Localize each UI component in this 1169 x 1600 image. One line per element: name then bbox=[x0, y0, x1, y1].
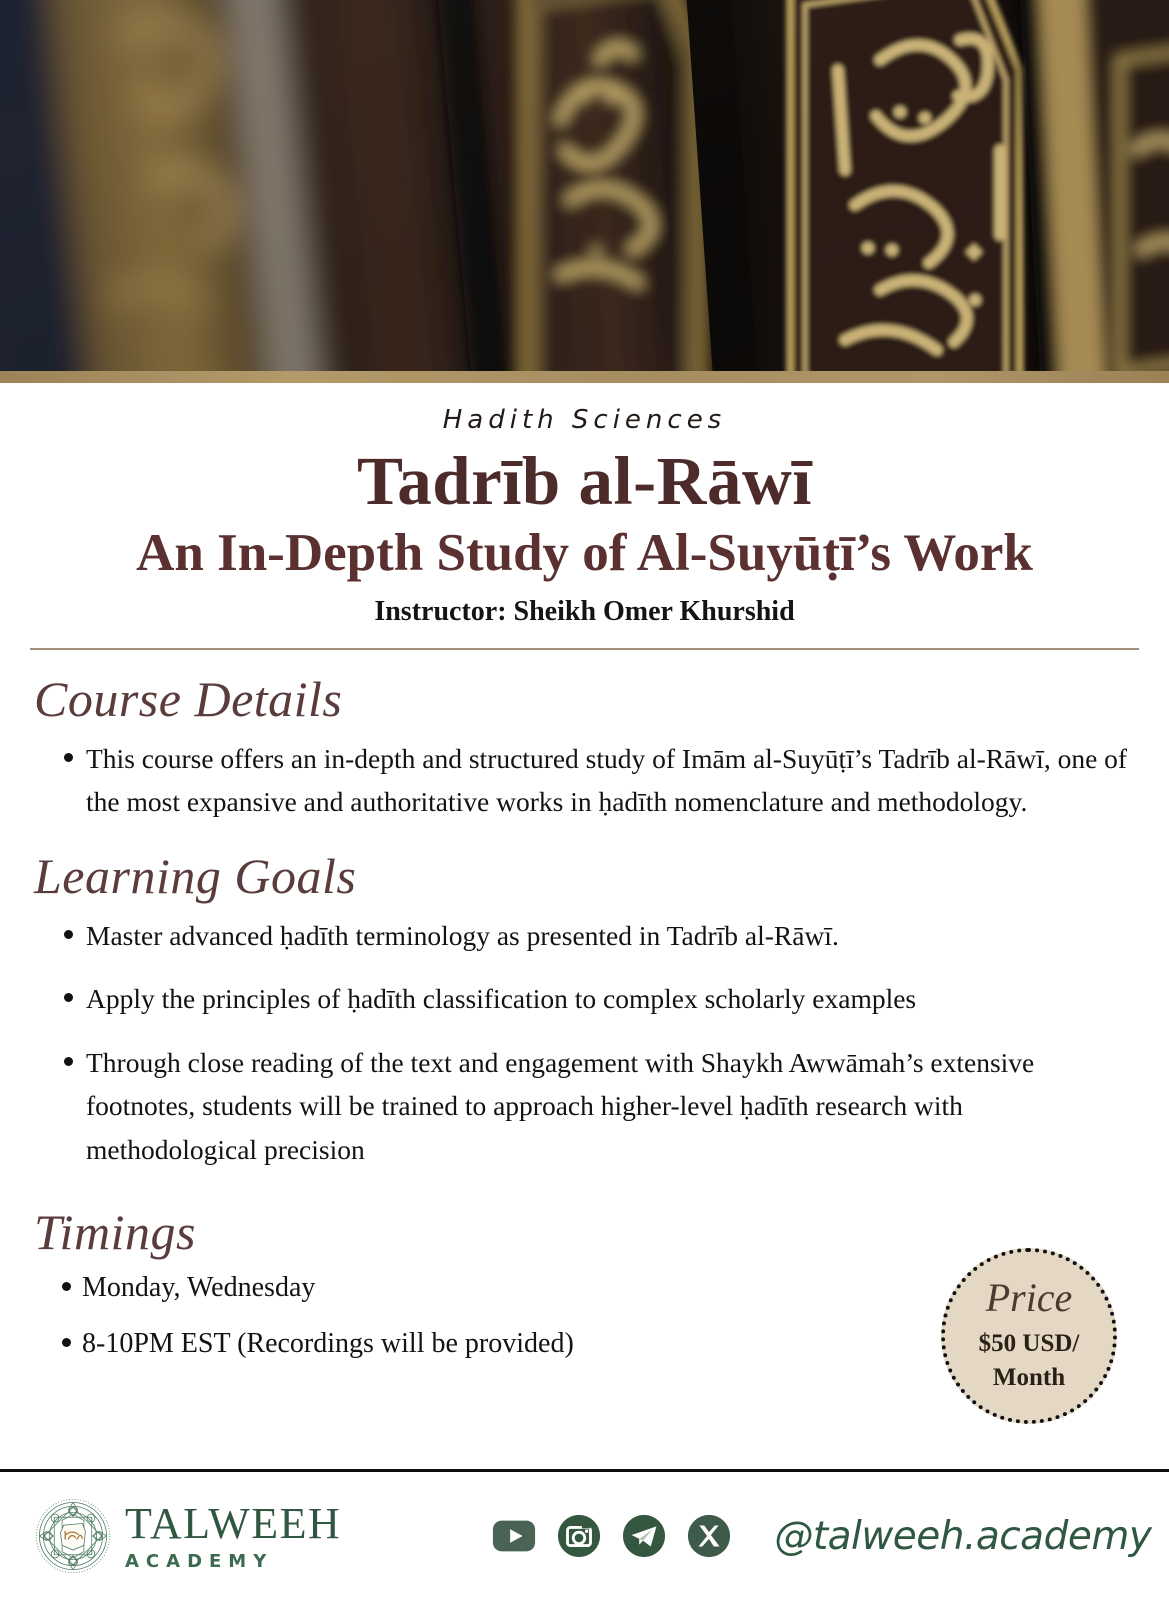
page-subtitle: An In-Depth Study of Al-Suyūṭī’s Work bbox=[136, 524, 1033, 583]
poster-footer bbox=[0, 1472, 1169, 1600]
book-spines-illustration bbox=[0, 0, 1169, 383]
price-badge-label: Price bbox=[985, 1274, 1073, 1320]
page-title: Tadrīb al-Rāwī bbox=[357, 443, 812, 519]
section-heading-learning-goals: Learning Goals bbox=[34, 848, 357, 905]
section-learning-goals bbox=[34, 845, 1135, 1171]
brand-text bbox=[125, 1498, 342, 1572]
brand-name: TALWEEH bbox=[125, 1498, 342, 1548]
eyebrow-label: Hadith Sciences bbox=[442, 405, 727, 435]
list-item: Monday, Wednesday bbox=[34, 1266, 1135, 1310]
social-handle[interactable]: @talweeh.academy bbox=[774, 1513, 1152, 1559]
list-item: Through close reading of the text and engagement with Shaykh Awwāmah’s extensive footnotes, students will be trained to approach higher-level ḥadīth research with methodological precision bbox=[34, 1041, 1135, 1171]
course-details-list bbox=[34, 737, 1135, 824]
instructor-label: Instructor: Sheikh Omer Khurshid bbox=[374, 596, 795, 628]
banner-image bbox=[0, 0, 1169, 383]
talweeh-medallion-logo bbox=[34, 1497, 112, 1575]
list-item: This course offers an in-depth and structured study of Imām al-Suyūṭī’s Tadrīb al-Rāwī, one of the most expansive and authoritative works in ḥadīth nomenclature and methodology. bbox=[34, 737, 1135, 824]
banner-gold-strip bbox=[0, 371, 1169, 383]
section-heading-course-details: Course Details bbox=[34, 671, 343, 728]
price-badge-amount: $50 USD/ bbox=[978, 1329, 1080, 1357]
section-heading-timings: Timings bbox=[34, 1204, 196, 1261]
social-links bbox=[491, 1513, 732, 1559]
brand-subtitle: ACADEMY bbox=[125, 1550, 274, 1572]
telegram-icon[interactable] bbox=[621, 1513, 667, 1559]
list-item: 8-10PM EST (Recordings will be provided) bbox=[34, 1322, 1135, 1366]
price-badge bbox=[941, 1248, 1117, 1424]
list-item: Apply the principles of ḥadīth classification to complex scholarly examples bbox=[34, 977, 1135, 1020]
list-item: Master advanced ḥadīth terminology as presented in Tadrīb al-Rāwī. bbox=[34, 914, 1135, 957]
price-badge-period: Month bbox=[992, 1363, 1066, 1391]
instagram-icon[interactable] bbox=[556, 1513, 602, 1559]
learning-goals-list bbox=[34, 914, 1135, 1171]
youtube-icon[interactable] bbox=[491, 1513, 537, 1559]
brand-lockup bbox=[34, 1497, 341, 1575]
section-course-details bbox=[34, 668, 1135, 823]
x-twitter-icon[interactable] bbox=[686, 1513, 732, 1559]
poster-header bbox=[0, 383, 1169, 628]
